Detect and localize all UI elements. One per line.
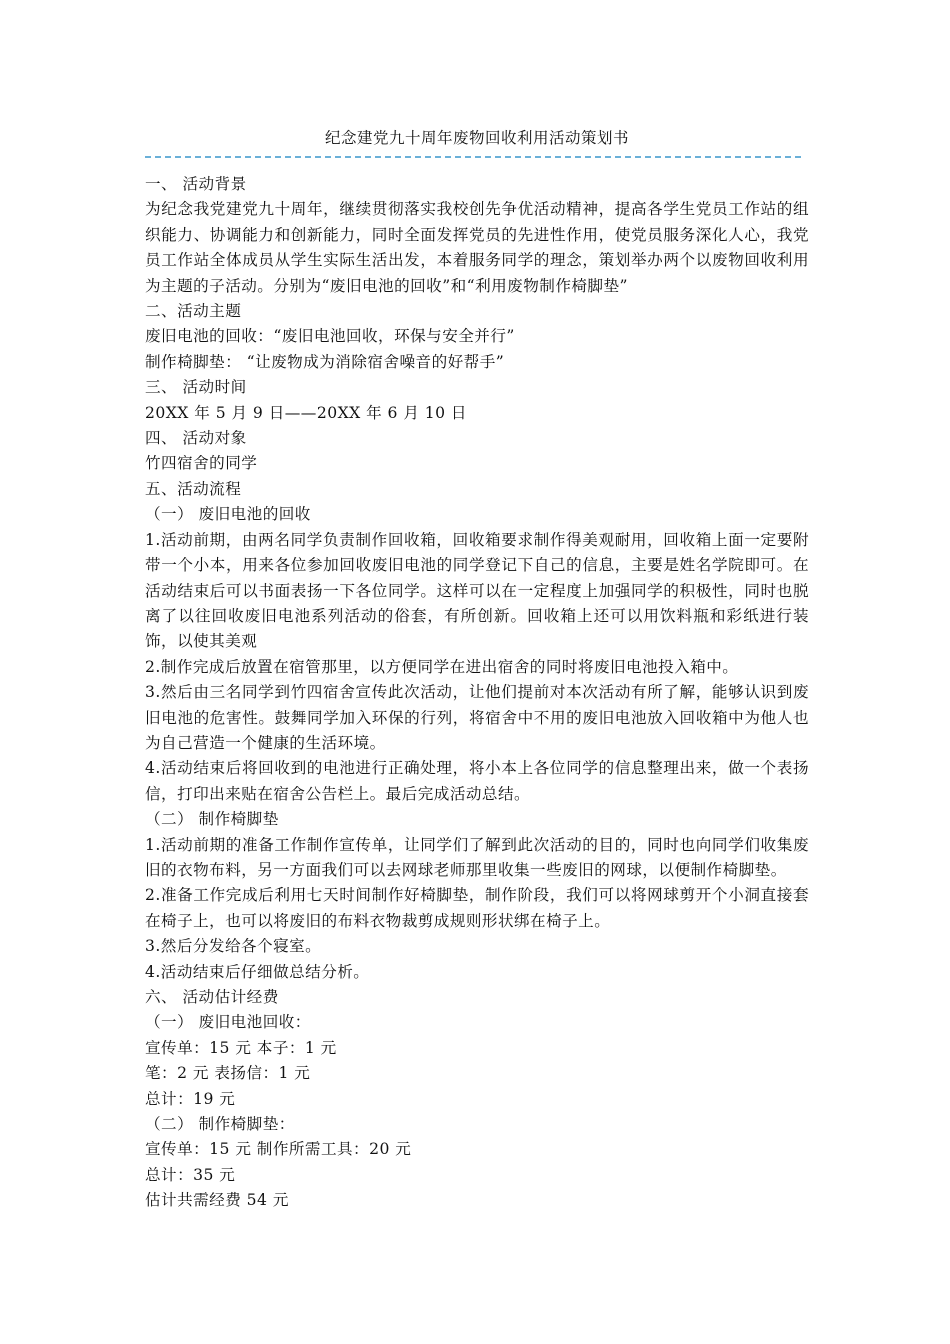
- body-line: 制作椅脚垫： “让废物成为消除宿舍噪音的好帮手”: [145, 352, 505, 371]
- body-line: 宣传单：15 元 本子：1 元: [145, 1038, 337, 1057]
- body-paragraph: 为纪念我党建党九十周年，继续贯彻落实我校创先争优活动精神，提高各学生党员工作站的组织能力、协调能力和创新能力，同时全面发挥党员的先进性作用，使党员服务深化人心，我党员工作站全体成员从学生实际生活出发，本着服务同学的理念，策划举办两个以废物回收利用为主题的子活动。分别为“废旧电池的回收”和“利用废物制作椅脚垫”: [145, 200, 809, 295]
- body-line: 竹四宿舍的同学: [145, 454, 258, 473]
- body-line: 废旧电池的回收：“废旧电池回收，环保与安全并行”: [145, 327, 515, 346]
- body-paragraph: 1.活动前期，由两名同学负责制作回收箱，回收箱要求制作得美观耐用，回收箱上面一定要附带一个小本，用来各位参加回收废旧电池的同学登记下自己的信息，主要是姓名学院即可。在活动结束后可以书面表扬一下各位同学。这样可以在一定程度上加强同学的积极性，同时也脱离了以往回收废旧电池系列活动的俗套，有所创新。回收箱上还可以用饮料瓶和彩纸进行装饰，以使其美观: [145, 530, 809, 651]
- body-line: 二、活动主题: [145, 302, 242, 321]
- document-page: [145, 126, 809, 1214]
- body-paragraph: 1.活动前期的准备工作制作宣传单，让同学们了解到此次活动的目的，同时也向同学们收集废旧的衣物布料，另一方面我们可以去网球老师那里收集一些废旧的网球，以便制作椅脚垫。: [145, 835, 809, 879]
- body-line: 总计：19 元: [145, 1089, 236, 1108]
- body-line: 笔：2 元 表扬信：1 元: [145, 1064, 311, 1083]
- body-line: 总计：35 元: [145, 1165, 236, 1184]
- body-line: 五、活动流程: [145, 479, 242, 498]
- body-line: 20XX 年 5 月 9 日——20XX 年 6 月 10 日: [145, 403, 467, 422]
- body-line: 一、 活动背景: [145, 175, 247, 193]
- body-line: 4.活动结束后仔细做总结分析。: [145, 962, 370, 981]
- body-line: 2.制作完成后放置在宿管那里，以方便同学在进出宿舍的同时将废旧电池投入箱中。: [145, 657, 739, 676]
- title-divider: [145, 156, 801, 158]
- body-line: 3.然后分发给各个寝室。: [145, 937, 322, 956]
- body-line: 三、 活动时间: [145, 378, 247, 397]
- body-line: 宣传单：15 元 制作所需工具：20 元: [145, 1140, 412, 1159]
- body-paragraph: 2.准备工作完成后利用七天时间制作好椅脚垫，制作阶段，我们可以将网球剪开个小洞直接套在椅子上，也可以将废旧的布料衣物裁剪成规则形状绑在椅子上。: [145, 886, 809, 930]
- body-line: （二） 制作椅脚垫：: [145, 1115, 295, 1134]
- body-line: 四、 活动对象: [145, 429, 247, 448]
- body-line: （二） 制作椅脚垫: [145, 810, 279, 829]
- body-paragraph: 3.然后由三名同学到竹四宿舍宣传此次活动，让他们提前对本次活动有所了解，能够认识到废旧电池的危害性。鼓舞同学加入环保的行列，将宿舍中不用的废旧电池放入回收箱中为他人也为自己营造一个健康的生活环境。: [145, 683, 809, 752]
- body-line: 估计共需经费 54 元: [145, 1191, 289, 1210]
- body-paragraph: 4.活动结束后将回收到的电池进行正确处理，将小本上各位同学的信息整理出来，做一个表扬信，打印出来贴在宿舍公告栏上。最后完成活动总结。: [145, 759, 809, 803]
- body-line: （一） 废旧电池的回收: [145, 505, 311, 524]
- body-line: 六、 活动估计经费: [145, 988, 279, 1006]
- document-title: 纪念建党九十周年废物回收利用活动策划书: [324, 129, 629, 147]
- document-body: [145, 172, 809, 1214]
- body-line: （一） 废旧电池回收：: [145, 1013, 311, 1032]
